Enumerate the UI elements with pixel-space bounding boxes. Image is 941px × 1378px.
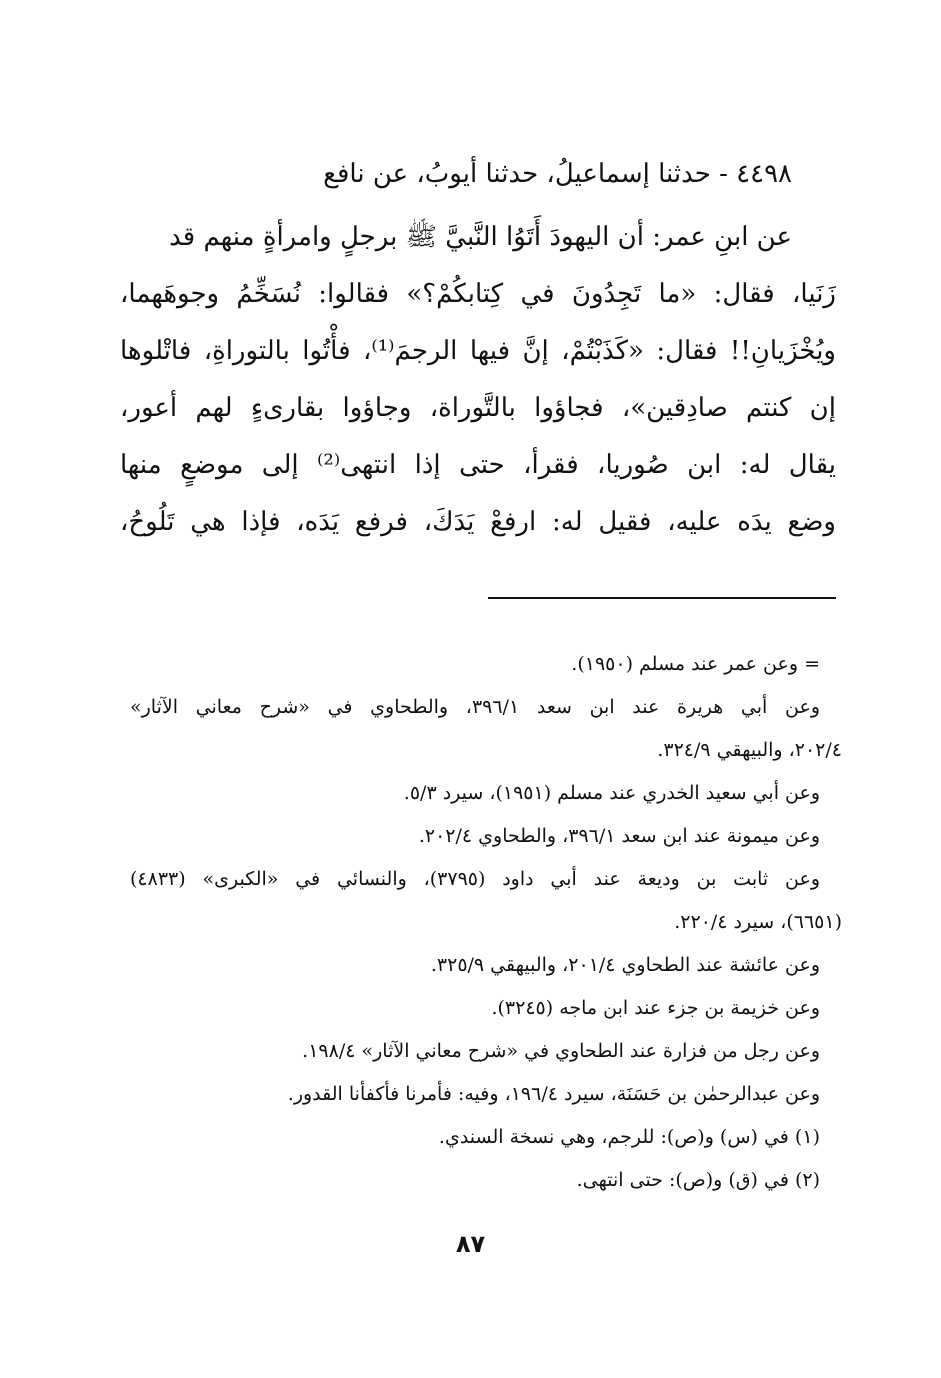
footnote-divider [488, 597, 836, 599]
hadith-line: وضع يدَه عليه، فقيل له: ارفعْ يَدَكَ، فرفع يَدَه، فإذا هي تَلُوحُ، [120, 507, 836, 537]
footnote-line: وعن ميمونة عند ابن سعد ٣٩٦/١، والطحاوي ٢٠٢/٤. [418, 825, 820, 847]
footnote-line: وعن خزيمة بن جزء عند ابن ماجه (٣٢٤٥). [491, 997, 820, 1019]
footnote-line: (٢) في (ق) و(ص): حتى انتهى. [576, 1169, 820, 1191]
footnote-line: وعن عبدالرحمٰن بن حَسَنَة، سيرد ١٩٦/٤، وفيه: فأمرنا فأكفأنا القدور. [287, 1083, 820, 1105]
hadith-line: عن ابنِ عمر: أن اليهودَ أَتَوُا النَّبيَّ ﷺ برجلٍ وامرأةٍ منهم قد [169, 222, 792, 252]
footnote-line: وعن رجل من فزارة عند الطحاوي في «شرح معاني الآثار» ١٩٨/٤. [302, 1040, 820, 1062]
footnote-line: ٢٠٢/٤، والبيهقي ٣٢٤/٩. [657, 739, 842, 761]
footnote-line: وعن ثابت بن وديعة عند أبي داود (٣٧٩٥)، والنسائي في «الكبرى» (٤٨٣٣) [130, 868, 820, 890]
footnote-line: (١) في (س) و(ص): للرجم، وهي نسخة السندي. [438, 1126, 820, 1148]
hadith-number-line: ٤٤٩٨ - حدثنا إسماعيلُ، حدثنا أيوبُ، عن نافع [323, 159, 792, 189]
hadith-text [120, 146, 836, 551]
hadith-line: ويُخْزَيانِ!! فقال: «كَذَبْتُمْ، إنَّ فيها الرجمَ⁽¹⁾، فأْتُوا بالتوراةِ، فاتْلوها [120, 336, 836, 366]
hadith-line: يقال له: ابن صُوريا، فقرأ، حتى إذا انتهى⁽²⁾ إلى موضعٍ منها [120, 450, 836, 480]
hadith-line: زَنَيا، فقال: «ما تَجِدُونَ في كِتابكُمْ؟» فقالوا: نُسَخِّمُ وجوهَهما، [120, 279, 836, 309]
hadith-line: إن كنتم صادِقين»، فجاؤوا بالتَّوراة، وجاؤوا بقارىءٍ لهم أعور، [120, 393, 836, 423]
footnote-line: وعن أبي هريرة عند ابن سعد ٣٩٦/١، والطحاوي في «شرح معاني الآثار» [130, 696, 820, 718]
footnotes [130, 644, 842, 1203]
footnote-line: = وعن عمر عند مسلم (١٩٥٠). [571, 653, 820, 675]
footnote-line: وعن أبي سعيد الخدري عند مسلم (١٩٥١)، سيرد ٥/٣. [403, 782, 820, 804]
page-number: ٨٧ [455, 1230, 486, 1258]
footnote-line: (٦٦٥١)، سيرد ٢٢٠/٤. [674, 911, 842, 933]
footnote-line: وعن عائشة عند الطحاوي ٢٠١/٤، والبيهقي ٣٢٥/٩. [430, 954, 820, 976]
